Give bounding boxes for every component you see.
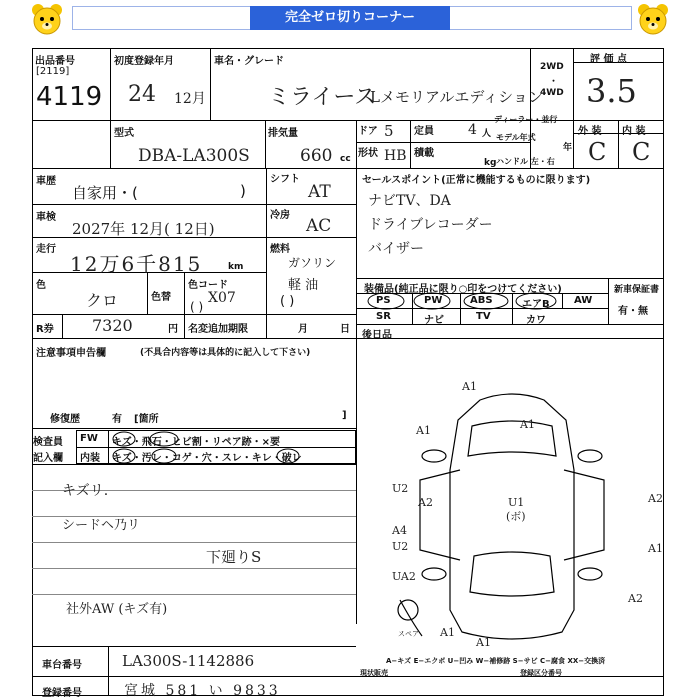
notice-label: 注意事項申告欄 [36,348,106,359]
repair-value: 有 [112,414,122,425]
color-code-paren: ( ) [190,300,204,314]
chassis-number: LA300S-1142886 [122,652,255,670]
car-name: ミライース [268,85,377,110]
color-change-label: 色替 [151,292,171,303]
handwritten-note-3: 下廻りS [206,548,262,566]
km-unit: km [228,262,244,272]
sales-point-2: ドライブレコーダー [368,217,493,233]
model: DBA-LA300S [138,146,250,166]
fw-label: FW [80,433,98,444]
equip-navi: ナビ [424,315,444,326]
shape-label: 形状 [358,148,378,159]
diagram-label-a1-right: A1 [648,542,663,555]
drive-2wd: 2WD [540,62,564,72]
use-value: 自家用・( [72,184,138,202]
grade: Lメモリアルエディション [370,88,543,106]
color-label: 色 [36,280,46,291]
shift-value: AT [308,182,331,202]
sales-point-3: バイザー [368,241,424,257]
diagram-label-a4-left: A4 [392,524,407,537]
color-code: X07 [208,290,236,306]
back-seat-label: 後日品 [362,330,392,341]
score: 3.5 [586,72,637,110]
lot-number: 4119 [36,82,103,112]
footer-fine-1: 現状販売 [360,669,388,677]
fuel-gas: ガソリン [288,256,337,270]
fw-items: キズ・飛石・ヒビ割・リペア跡・×要 [112,437,280,448]
diagram-label-a1-rear: A1 [440,626,455,639]
shape: HB [384,148,407,164]
repair-close: ] [342,410,347,421]
mileage-value: 12万6千815 [70,252,203,276]
car-damage-diagram [360,360,664,660]
mileage-label: 走行 [36,244,56,255]
diagram-label-a2-left: A2 [418,496,433,509]
notice-sub: (不具合内容等は具体的に記入して下さい) [140,348,311,358]
equip-abs: ABS [470,295,493,306]
inspect-label: 車検 [36,212,56,223]
inner-label: 内装 [80,453,100,464]
model-label: 型式 [114,128,134,139]
doors: 5 [384,122,394,140]
diagram-label-u2-left: U2 [392,482,409,495]
fuel-label: 燃料 [270,244,290,255]
equip-sr: SR [376,311,391,322]
diagram-label-a1-top: A1 [462,380,477,393]
ac-label: 冷房 [270,210,290,221]
sales-label: セールスポイント(正常に機能するものに限ります) [362,175,591,186]
equip-leather: カワ [526,315,546,326]
drive-4wd: 4WD [540,88,564,98]
load-label: 積載 [414,148,434,159]
chassis-label: 車台番号 [42,660,82,671]
first-reg-month: 12月 [174,91,206,107]
capacity-unit: 人 [482,129,492,139]
drive-dot: ・ [549,77,559,87]
ext-grade: C [588,138,607,166]
color-value: クロ [86,291,119,310]
int-grade: C [632,138,651,166]
banner-title: 完全ゼロ切りコーナー [250,6,450,30]
diagram-label-spare: スペア [398,630,419,638]
reg-label: 登録番号 [42,688,82,699]
diagram-label-a1-bumper: A1 [476,636,491,649]
diagram-label-ua2-rear: UA2 [392,570,416,583]
displacement-label: 排気量 [268,128,298,139]
yen-unit: 円 [168,324,178,335]
door-label: ドア [358,126,378,137]
lot-label: 出品番号 [35,56,75,67]
recycle-label: R券 [36,324,54,335]
recycle-value: 7320 [92,316,133,335]
handwritten-note-4: 社外AW (キズ有) [66,602,168,617]
equip-circles [356,290,566,326]
name-change-label: 名変追加期限 [188,324,248,335]
score-label: 評 価 点 [590,54,627,65]
first-reg-year: 24 [128,82,156,107]
warranty-yes-no: 有・無 [618,306,648,317]
diagram-label-u1-roof: U1 [508,496,525,509]
name-label: 車名・グレード [214,56,284,67]
handwritten-note-2: シードヘ乃リ [62,518,141,533]
inner-items: キズ・汚レ・コゲ・穴・スレ・キレ・破レ [112,453,302,464]
model-year-label: モデル年式 [496,133,536,142]
diagram-label-roof-paren: (ボ) [506,510,526,523]
cc-unit: cc [340,154,351,164]
footer-fine-2: 登録区分番号 [520,669,562,677]
handwritten-note-1: キズリ. [62,483,109,499]
diagram-label-a2-rear-right: A2 [628,592,643,605]
diagram-label-u2-left2: U2 [392,540,409,553]
equip-tv: TV [476,311,491,322]
displacement: 660 [300,146,333,166]
inspect-value: 2027年 12月( 12日) [72,220,215,238]
handle-label: ハンドル 左・右 [496,157,555,166]
equip-pw: PW [424,295,443,306]
bear-mascot-right-icon [636,2,670,36]
year-unit: 年 [563,143,573,153]
ext-label: 外 装 [578,126,602,137]
reg-number: 宮城 581 い 9833 [124,683,281,699]
inspector-label: 検査員 [33,437,63,448]
day-unit: 日 [340,324,350,335]
equip-airbag: エアB [522,299,550,310]
use-close: ) [240,182,246,200]
equip-aw: AW [574,295,593,306]
diagram-label-a1-hood: A1 [520,418,535,431]
dealer-label: ディーラー・並行 [494,115,558,124]
fuel-diesel: 軽 油 [288,278,319,293]
diagram-label-a1-left: A1 [416,424,431,437]
damage-legend: A−キズ E−エクボ U−凹み W−補修跡 S−サビ C−腐食 XX−交換済 [386,657,606,665]
int-label: 内 装 [622,126,646,137]
ac-value: AC [306,216,332,236]
capacity: 4 [468,122,477,138]
repair-label: 修復歴 [50,414,80,425]
use-label: 車歴 [36,176,56,187]
entry-label: 記入欄 [33,453,63,464]
equip-ps: PS [376,295,391,306]
equip-label: 装備品(純正品に限り○印をつけてください) [364,284,562,295]
sales-point-1: ナビTV、DA [368,193,451,209]
new-warranty-label: 新車保証書 [614,285,660,295]
lot-sub: [2119] [36,66,70,77]
month-unit: 月 [298,324,308,335]
check-circles [108,428,358,468]
capacity-label: 定員 [414,126,434,137]
repair-bracket: [箇所 [134,414,159,425]
shift-label: シフト [270,174,300,185]
fuel-paren: ( ) [280,294,295,309]
diagram-label-a2-right: A2 [648,492,663,505]
first-reg-label: 初度登録年月 [114,56,174,67]
color-code-label: 色コード [188,280,228,291]
kg-unit: kg [484,158,497,168]
bear-mascot-left-icon [30,2,64,36]
